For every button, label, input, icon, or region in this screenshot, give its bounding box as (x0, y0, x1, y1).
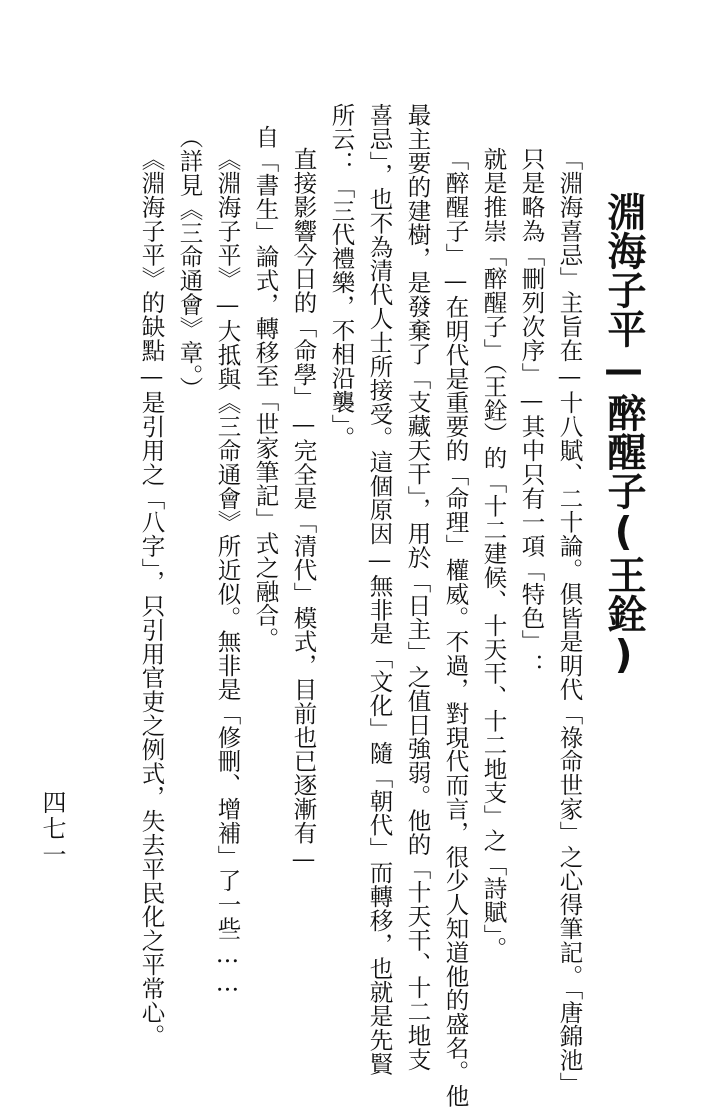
text-column-4: 「醉醒子」—在明代是重要的「命理」權威。不過，對現代而言，很少人知道他的盛名。他 (441, 147, 470, 1108)
text-column-12: 《淵海子平》的缺點—是引用之「八字」，只引用官吏之例式，失去平民化之平常心。 (137, 147, 166, 1048)
text-column-6: 喜忌」，也不為清代人士所接受。這個原因—無非是「文化」隨「朝代」而轉移，也就是先賢 (365, 103, 394, 1076)
text-column-10: 《淵海子平》—大抵與《三命通會》所近似。無非是「修刪、增補」了一些…… (213, 147, 242, 997)
text-column-11: （詳見《三命通會》章。） (175, 125, 204, 401)
text-column-2: 只是略為「刪列次序」—其中只有一項「特色」： (517, 147, 546, 678)
text-column-7: 所云：「三代禮樂，不相沿襲」。 (327, 103, 356, 450)
text-column-1: 「淵海喜忌」主旨在—十八賦、二十論。俱皆是明代「祿命世家」之心得筆記。「唐錦池」 (555, 147, 584, 1096)
text-column-5: 最主要的建樹，是發棄了「支藏天干」，用於「日主」之值日強弱。他的「十天干、十二地支 (403, 103, 432, 1072)
text-column-9: 自「書生」論式，轉移至「世家筆記」式之融合。 (251, 125, 280, 651)
chapter-title: 淵海子平—醉醒子(王銓) (601, 192, 646, 678)
text-column-8: 直接影響今日的「命學」—完全是「清代」模式，目前也已逐漸有— (289, 147, 318, 873)
page-number: 四七一 (38, 790, 66, 868)
text-column-3: 就是推崇「醉醒子」（王銓）的「十二建候、十天干、十二地支」之「詩賦」。 (479, 147, 508, 960)
